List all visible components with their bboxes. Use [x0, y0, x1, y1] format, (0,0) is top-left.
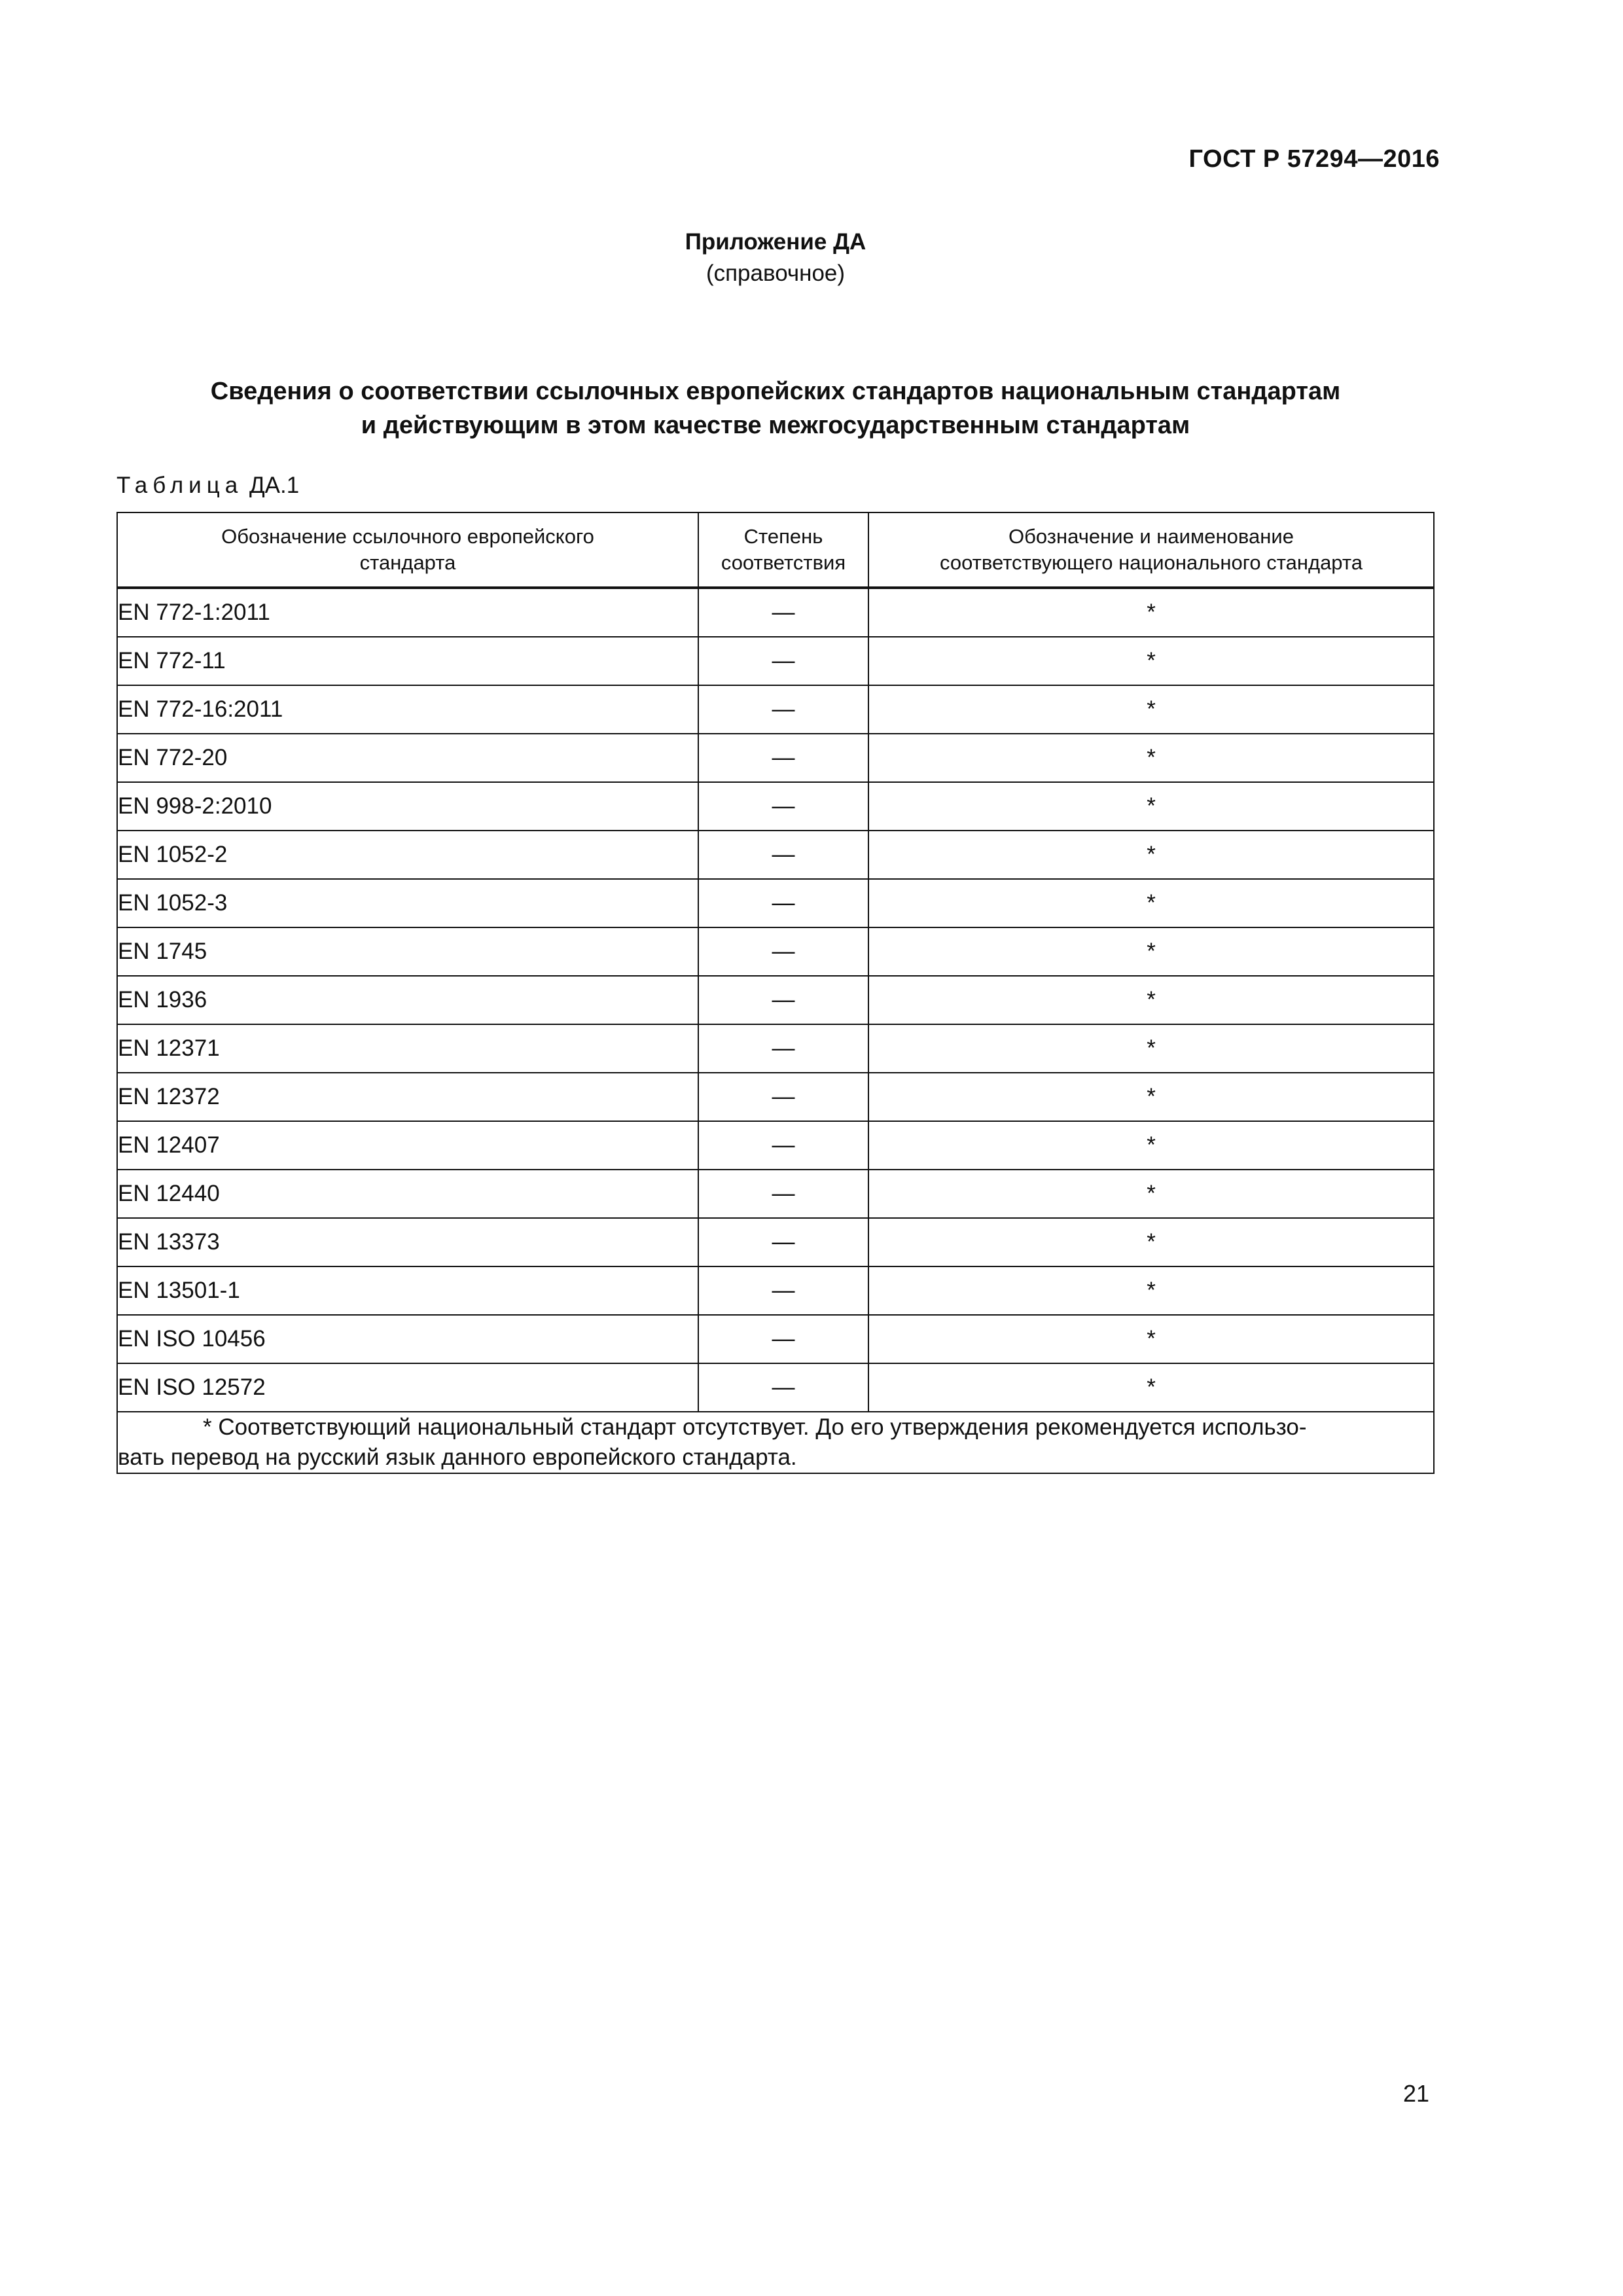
- table-row: [117, 1121, 1434, 1170]
- national-standard-cell: *: [868, 588, 1434, 637]
- page-number: 21: [1402, 2080, 1429, 2107]
- degree-cell: —: [698, 1363, 868, 1412]
- table-row: [117, 588, 1434, 637]
- national-standard-cell: *: [868, 927, 1434, 976]
- eu-standard-cell: EN 772-11: [117, 637, 698, 685]
- national-standard-cell: *: [868, 1363, 1434, 1412]
- national-standard-cell: *: [868, 831, 1434, 879]
- table-label-prefix: Таблица: [116, 473, 243, 498]
- degree-cell: —: [698, 1121, 868, 1170]
- degree-cell: —: [698, 1266, 868, 1315]
- table-row: [117, 1170, 1434, 1218]
- degree-cell: —: [698, 1024, 868, 1073]
- footnote-line-2: вать перевод на русский язык данного европейского стандарта.: [118, 1444, 797, 1470]
- eu-standard-cell: EN 13373: [117, 1218, 698, 1266]
- table-row: [117, 1073, 1434, 1121]
- header-eu-standard-line-1: Обозначение ссылочного европейского: [221, 525, 594, 548]
- header-degree: [698, 512, 868, 588]
- table-row: [117, 734, 1434, 782]
- national-standard-cell: *: [868, 734, 1434, 782]
- national-standard-cell: *: [868, 1024, 1434, 1073]
- eu-standard-cell: EN 1745: [117, 927, 698, 976]
- table-label: [116, 473, 299, 499]
- table-label-number: ДА.1: [249, 473, 300, 498]
- header-degree-line-2: соответствия: [721, 551, 846, 574]
- degree-cell: —: [698, 588, 868, 637]
- footnote-row: [117, 1412, 1434, 1473]
- heading-line-1: Сведения о соответствии ссылочных европейских стандартов национальным стандартам: [210, 378, 1341, 405]
- degree-cell: —: [698, 1170, 868, 1218]
- degree-cell: —: [698, 831, 868, 879]
- table-footnote: [117, 1412, 1434, 1473]
- table-row: [117, 976, 1434, 1024]
- eu-standard-cell: EN ISO 12572: [117, 1363, 698, 1412]
- national-standard-cell: *: [868, 1121, 1434, 1170]
- heading-line-2: и действующим в этом качестве межгосударственным стандартам: [361, 412, 1190, 439]
- national-standard-cell: *: [868, 1218, 1434, 1266]
- eu-standard-cell: EN 1052-2: [117, 831, 698, 879]
- eu-standard-cell: EN 12407: [117, 1121, 698, 1170]
- eu-standard-cell: EN 1052-3: [117, 879, 698, 927]
- table-row: [117, 927, 1434, 976]
- header-national-standard-line-1: Обозначение и наименование: [1008, 525, 1294, 548]
- appendix-type: (справочное): [705, 260, 846, 286]
- appendix-title: Приложение ДА: [685, 229, 866, 255]
- national-standard-cell: *: [868, 976, 1434, 1024]
- eu-standard-cell: EN 12372: [117, 1073, 698, 1121]
- national-standard-cell: *: [868, 1266, 1434, 1315]
- eu-standard-cell: EN ISO 10456: [117, 1315, 698, 1363]
- degree-cell: —: [698, 1218, 868, 1266]
- eu-standard-cell: EN 772-16:2011: [117, 685, 698, 734]
- table-row: [117, 831, 1434, 879]
- degree-cell: —: [698, 782, 868, 831]
- national-standard-cell: *: [868, 1170, 1434, 1218]
- degree-cell: —: [698, 734, 868, 782]
- degree-cell: —: [698, 879, 868, 927]
- national-standard-cell: *: [868, 637, 1434, 685]
- eu-standard-cell: EN 1936: [117, 976, 698, 1024]
- header-eu-standard-line-2: стандарта: [359, 551, 456, 574]
- degree-cell: —: [698, 927, 868, 976]
- degree-cell: —: [698, 637, 868, 685]
- national-standard-cell: *: [868, 879, 1434, 927]
- header-eu-standard: [117, 512, 698, 588]
- eu-standard-cell: EN 998-2:2010: [117, 782, 698, 831]
- standards-table: [116, 512, 1435, 1474]
- appendix-block: [0, 226, 1551, 289]
- table-row: [117, 879, 1434, 927]
- table-row: [117, 685, 1434, 734]
- degree-cell: —: [698, 1315, 868, 1363]
- section-heading: [0, 374, 1551, 442]
- national-standard-cell: *: [868, 782, 1434, 831]
- header-national-standard-line-2: соответствующего национального стандарта: [940, 551, 1363, 574]
- eu-standard-cell: EN 13501-1: [117, 1266, 698, 1315]
- table-row: [117, 1315, 1434, 1363]
- eu-standard-cell: EN 772-20: [117, 734, 698, 782]
- table-body: [117, 588, 1434, 1412]
- header-national-standard: [868, 512, 1434, 588]
- table-row: [117, 637, 1434, 685]
- table-row: [117, 782, 1434, 831]
- table-row: [117, 1024, 1434, 1073]
- table-row: [117, 1218, 1434, 1266]
- eu-standard-cell: EN 12440: [117, 1170, 698, 1218]
- table-row: [117, 1363, 1434, 1412]
- document-code: ГОСТ Р 57294—2016: [1188, 145, 1440, 173]
- degree-cell: —: [698, 976, 868, 1024]
- header-degree-line-1: Степень: [743, 525, 823, 548]
- degree-cell: —: [698, 1073, 868, 1121]
- eu-standard-cell: EN 772-1:2011: [117, 588, 698, 637]
- footnote-line-1: * Соответствующий национальный стандарт отсутствует. До его утверждения рекомендуется использо-: [203, 1414, 1307, 1440]
- degree-cell: —: [698, 685, 868, 734]
- eu-standard-cell: EN 12371: [117, 1024, 698, 1073]
- national-standard-cell: *: [868, 1073, 1434, 1121]
- table-header-row: [117, 512, 1434, 588]
- national-standard-cell: *: [868, 685, 1434, 734]
- table-row: [117, 1266, 1434, 1315]
- national-standard-cell: *: [868, 1315, 1434, 1363]
